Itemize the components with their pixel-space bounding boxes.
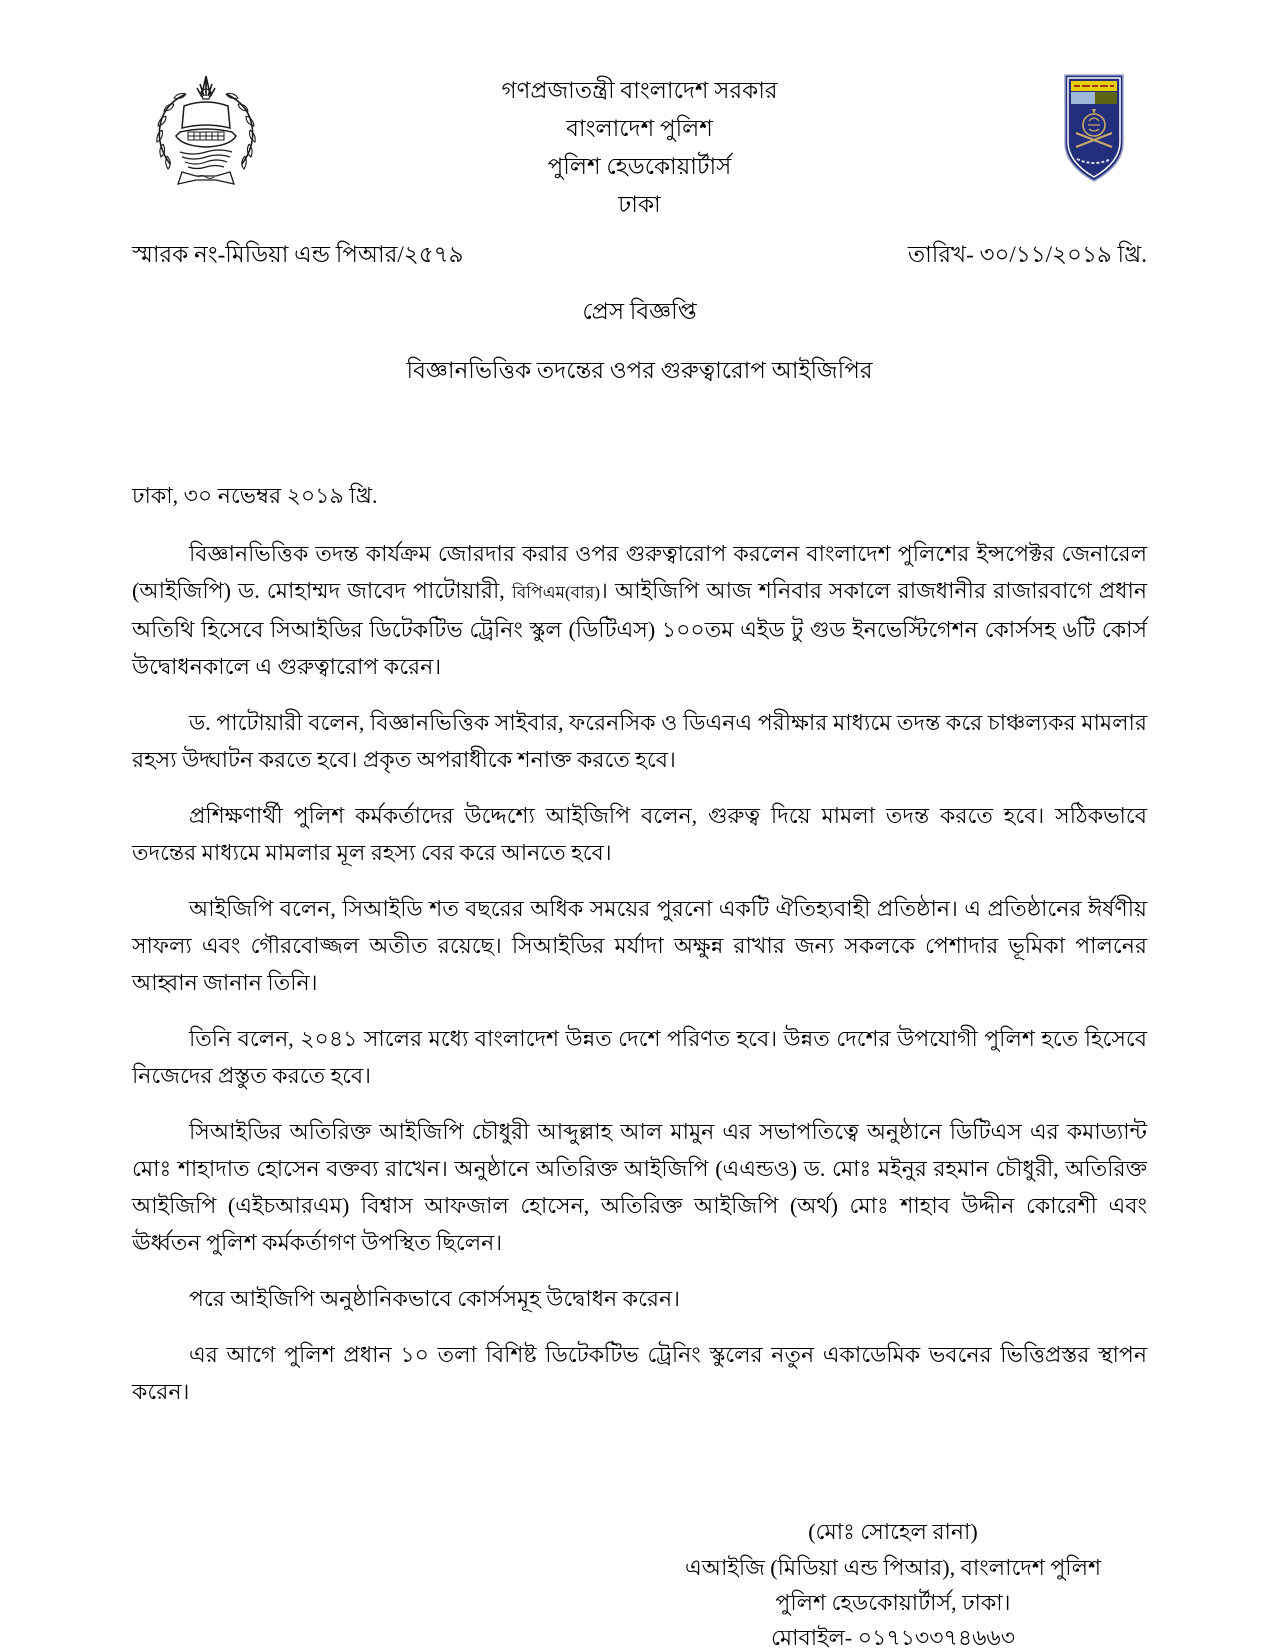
bangladesh-police-emblem-icon (146, 72, 266, 194)
cid-shield-icon (1063, 73, 1125, 185)
paragraph-4: আইজিপি বলেন, সিআইডি শত বছরের অধিক সময়ের পুরনো একটি ঐতিহ্যবাহী প্রতিষ্ঠান। এ প্রতিষ্ঠানের ঈর্ষণীয় সাফল্য এবং গৌরবোজ্জল অতীত রয়েছে। সিআইডির মর্যাদা অক্ষুন্ন রাখার জন্য সকলকে পেশাদার ভূমিকা পালনের আহ্বান জানান তিনি। (132, 896, 1147, 995)
memo-date: তারিখ- ৩০/১১/২০১৯ খ্রি. (907, 242, 1147, 267)
letterhead (132, 0, 1147, 224)
office-city: ঢাকা (618, 192, 661, 217)
paragraph-3: প্রশিক্ষণার্থী পুলিশ কর্মকর্তাদের উদ্দেশ্যে আইজিপি বলেন, গুরুত্ব দিয়ে মামলা তদন্ত করতে হবে। সঠিকভাবে তদন্তের মাধ্যমে মামলার মূল রহস্য বের করে আনতে হবে। (132, 803, 1147, 865)
signatory-mobile: মোবাইল- ০১৭১৩৩৭৪৬৬৩ (770, 1625, 1016, 1650)
government-name: গণপ্রজাতন্ত্রী বাংলাদেশ সরকার (501, 78, 778, 103)
signature-block (681, 1514, 1105, 1650)
signatory-name: (মোঃ সোহেল রানা) (808, 1519, 978, 1544)
press-release-label: প্রেস বিজ্ঞপ্তি (582, 299, 697, 324)
memo-row (132, 236, 1147, 275)
office-name: পুলিশ হেডকোয়ার্টার্স (547, 154, 732, 179)
paragraph-1 (132, 535, 1147, 685)
paragraph-1-pre: বিজ্ঞানভিত্তিক তদন্ত কার্যক্রম জোরদার করার ওপর গুরুত্বারোপ করলেন বাংলাদেশ পুলিশের ইন্সপেক্টর জেনারেল (আইজিপি) ড. মোহাম্মদ জাবেদ পাটোয়ারী, (132, 541, 1147, 603)
paragraph-2: ড. পাটোয়ারী বলেন, বিজ্ঞানভিত্তিক সাইবার, ফরেনসিক ও ডিএনএ পরীক্ষার মাধ্যমে তদন্ত করে চাঞ্চল্যকর মামলার রহস্য উদ্ঘাটন করতে হবে। প্রকৃত অপরাধীকে শনাক্ত করতে হবে। (132, 710, 1147, 772)
memo-number: স্মারক নং-মিডিয়া এন্ড পিআর/২৫৭৯ (132, 242, 464, 267)
paragraph-1-honorific: বিপিএম(বার) (511, 583, 601, 602)
paragraph-8: এর আগে পুলিশ প্রধান ১০ তলা বিশিষ্ট ডিটেকটিভ ট্রেনিং স্কুলের নতুন একাডেমিক ভবনের ভিত্তিপ্রস্তর স্থাপন করেন। (132, 1342, 1147, 1404)
paragraph-7: পরে আইজিপি অনুষ্ঠানিকভাবে কোর্সসমূহ উদ্বোধন করেন। (189, 1286, 681, 1311)
dateline: ঢাকা, ৩০ নভেম্বর ২০১৯ খ্রি. (132, 483, 378, 508)
paragraph-5: তিনি বলেন, ২০৪১ সালের মধ্যে বাংলাদেশ উন্নত দেশে পরিণত হবে। উন্নত দেশের উপযোগী পুলিশ হতে হিসেবে নিজেদের প্রস্তুত করতে হবে। (132, 1026, 1147, 1088)
page-title: বিজ্ঞানভিত্তিক তদন্তের ওপর গুরুত্বারোপ আইজিপির (406, 358, 873, 383)
signatory-designation: এআইজি (মিডিয়া এন্ড পিআর), বাংলাদেশ পুলিশ (684, 1555, 1102, 1580)
paragraph-1-post: । আইজিপি আজ শনিবার সকালে রাজধানীর রাজারবাগে প্রধান অতিথি হিসেবে সিআইডির ডিটেকটিভ ট্রেনিং স্কুল (ডিটিএস) ১০০তম এইড টু গুড ইনভেস্টিগেশন কোর্সসহ ৬টি কোর্স উদ্বোধনকালে এ গুরুত্বারোপ করেন। (132, 578, 1147, 679)
signatory-office: পুলিশ হেডকোয়ার্টার্স, ঢাকা। (775, 1590, 1011, 1615)
paragraph-6: সিআইডির অতিরিক্ত আইজিপি চৌধুরী আব্দুল্লাহ আল মামুন এর সভাপতিত্বে অনুষ্ঠানে ডিটিএস এর কমাড্যান্ট মোঃ শাহাদাত হোসেন বক্তব্য রাখেন। অনুষ্ঠানে অতিরিক্ত আইজিপি (এএন্ডও) ড. মোঃ মইনুর রহমান চৌধুরী, অতিরিক্ত আইজিপি (এইচআরএম) বিশ্বাস আফজাল হোসেন, অতিরিক্ত আইজিপি (অর্থ) মোঃ শাহাব উদ্দীন কোরেশী এবং ঊর্ধ্বতন পুলিশ কর্মকর্তাগণ উপস্থিত ছিলেন। (132, 1119, 1147, 1255)
org-name: বাংলাদেশ পুলিশ (566, 116, 713, 141)
